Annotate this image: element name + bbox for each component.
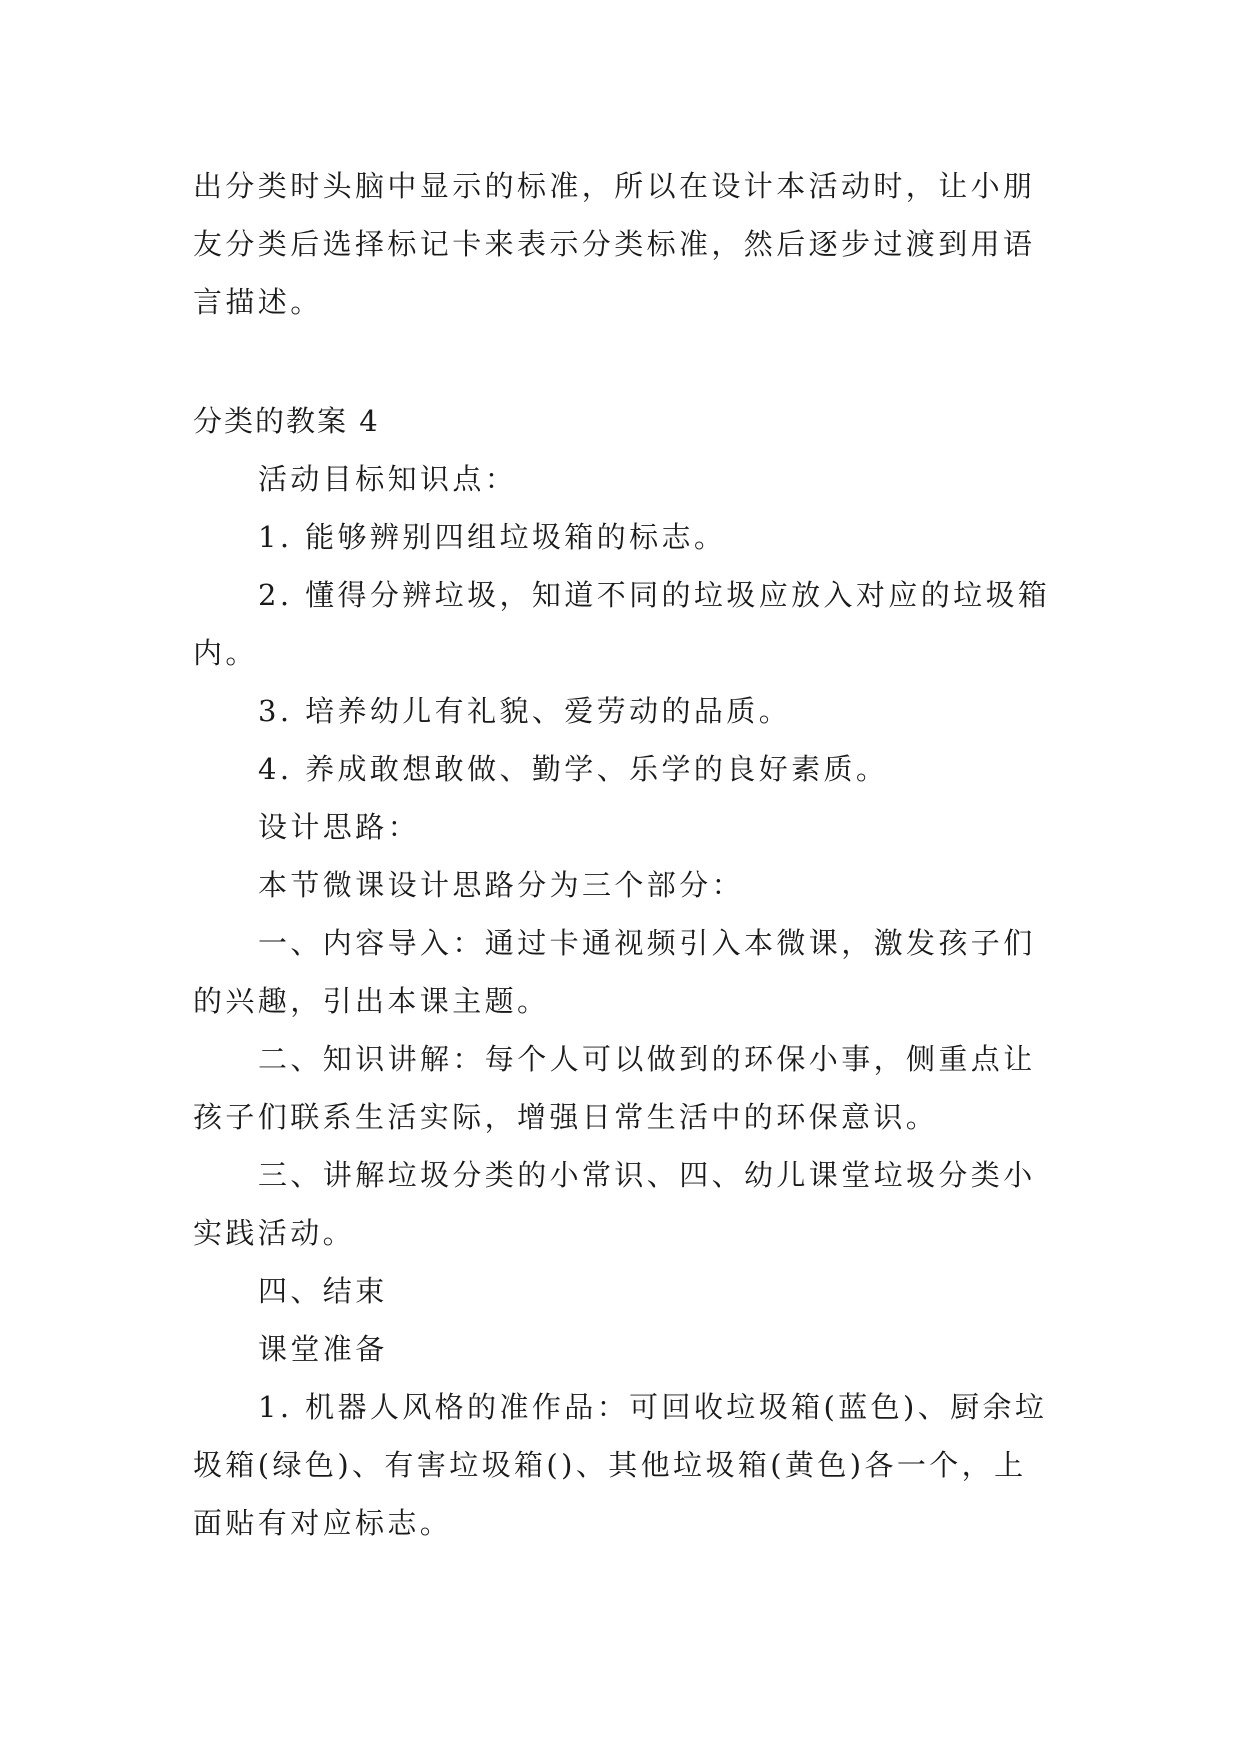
paragraph-preparation-1-cont-2: 面贴有对应标志。: [193, 1506, 453, 1540]
intro-line-3: 言描述。: [193, 285, 323, 319]
paragraph-design-part-2: 二、知识讲解：每个人可以做到的环保小事，侧重点让: [258, 1042, 1036, 1076]
paragraph-design-part-1-cont: 的兴趣，引出本课主题。: [193, 984, 550, 1018]
paragraph-design-part-4: 四、结束: [258, 1274, 388, 1308]
paragraph-design-intro: 本节微课设计思路分为三个部分：: [258, 868, 745, 902]
paragraph-design-part-2-cont: 孩子们联系生活实际，增强日常生活中的环保意识。: [193, 1100, 939, 1134]
paragraph-objective-1: 1. 能够辨别四组垃圾箱的标志。: [258, 520, 727, 554]
section-title: 分类的教案 4: [193, 404, 380, 438]
paragraph-design-part-3: 三、讲解垃圾分类的小常识、四、幼儿课堂垃圾分类小: [258, 1158, 1036, 1192]
paragraph-objective-3: 3. 培养幼儿有礼貌、爱劳动的品质。: [258, 694, 792, 728]
paragraph-objective-2-cont: 内。: [193, 636, 258, 670]
intro-line-1: 出分类时头脑中显示的标准，所以在设计本活动时，让小朋: [193, 169, 1036, 203]
paragraph-objectives-heading: 活动目标知识点：: [258, 462, 518, 496]
intro-line-2: 友分类后选择标记卡来表示分类标准，然后逐步过渡到用语: [193, 227, 1036, 261]
paragraph-design-heading: 设计思路：: [258, 810, 421, 844]
paragraph-preparation-1: 1. 机器人风格的准作品：可回收垃圾箱(蓝色)、厨余垃: [258, 1390, 1048, 1424]
paragraph-design-part-1: 一、内容导入：通过卡通视频引入本微课，激发孩子们: [258, 926, 1036, 960]
paragraph-objective-4: 4. 养成敢想敢做、勤学、乐学的良好素质。: [258, 752, 889, 786]
paragraph-preparation-1-cont: 圾箱(绿色)、有害垃圾箱()、其他垃圾箱(黄色)各一个，上: [193, 1448, 1027, 1482]
paragraph-preparation-heading: 课堂准备: [258, 1332, 388, 1366]
paragraph-design-part-3-cont: 实践活动。: [193, 1216, 356, 1250]
paragraph-objective-2: 2. 懂得分辨垃圾，知道不同的垃圾应放入对应的垃圾箱: [258, 578, 1051, 612]
